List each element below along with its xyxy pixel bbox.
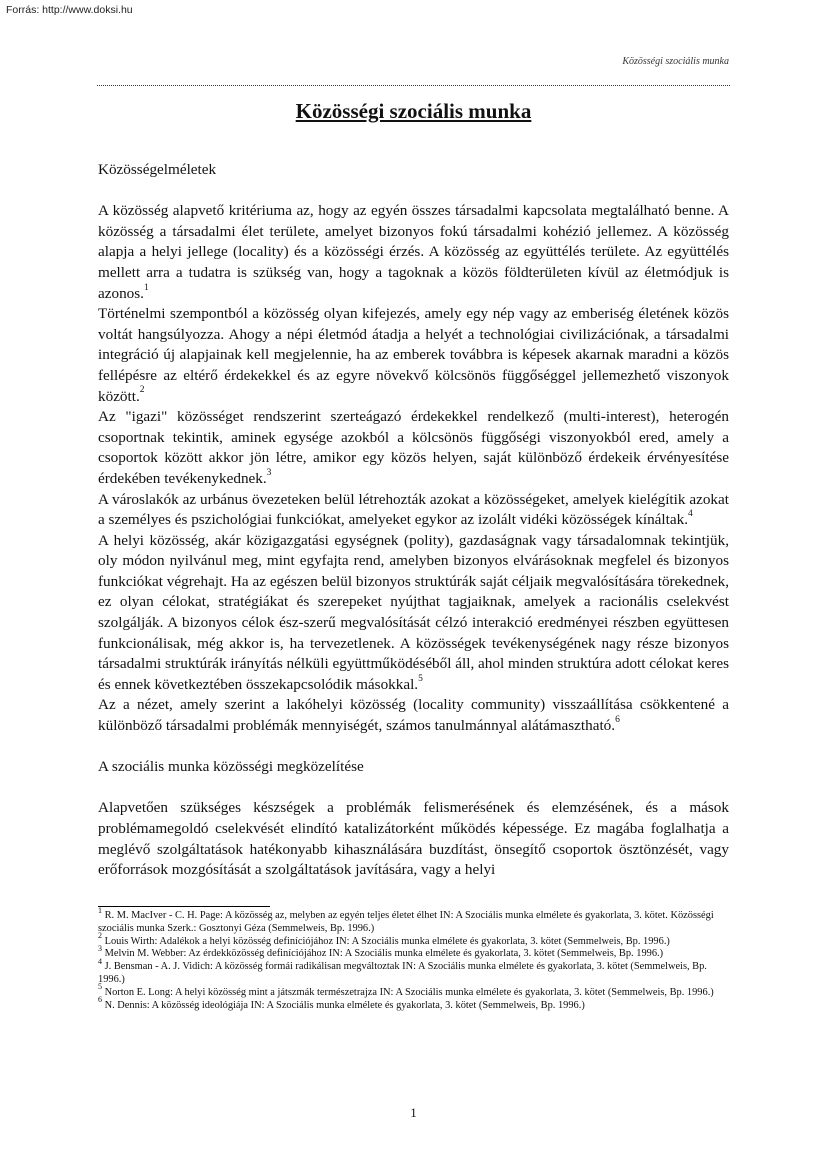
- footnote-number: 4: [98, 956, 102, 966]
- paragraph-text: A városlakók az urbánus övezeteken belül létrehozták azokat a közösségeket, amelyek kielégítik azokat a személyes és pszichológiai funkciókat, amelyeket egykor az izolált vidéki közösségek kínáltak.: [98, 490, 729, 529]
- running-head: Közösségi szociális munka: [622, 56, 729, 67]
- paragraph-text: A helyi közösség, akár közigazgatási egységnek (polity), gazdaságnak vagy társadalomnak tekintjük, oly módon nyilvánul meg, mint egyfajta rend, amelyben bizonyos elvárásoknak megfelel és bizonyos funkciókat végrehajt. Ha az egészen belül bizonyos struktúrák saját céljaik megvalósítására törekednek, ez olyan célokat, stratégiákat és szerepeket nyújthat tagjaiknak, amelyek a racionális cselekvést szolgálják. A bizonyos célok ész-szerű megvalósítását célzó interakció eredményei részben együttesen funkcionálisak, még akkor is, ha tervezetlenek. A közösségek tevékenységének nagy része bizonyos társadalmi struktúrák irányítás nélküli együttműködéséből áll, ahol minden struktúra adott célokat keres és ennek következtében összekapcsolódik másokkal.: [98, 531, 729, 693]
- footnote-number: 3: [98, 943, 102, 953]
- footnote-ref[interactable]: 6: [615, 714, 620, 725]
- section-heading-kozossegi-megkozelites: A szociális munka közösségi megközelítése: [98, 758, 364, 776]
- footnote-5: [98, 982, 729, 1000]
- footnote-number: 6: [98, 995, 102, 1005]
- paragraph-3: [98, 407, 729, 489]
- paragraph-2: [98, 304, 729, 407]
- footnote-text: J. Bensman - A. J. Vidich: A közösség formái radikálisan megváltoztak IN: A Szociális munka elmélete és gyakorlata, 3. kötet (Semmelweis, Bp. 1996.): [98, 961, 707, 985]
- paragraph-text: Történelmi szempontból a közösség olyan kifejezés, amely egy nép vagy az emberiség életének közös voltát hangsúlyozza. Ahogy a népi életmód átadja a helyét a technológiai civilizációnak, a társadalmi integráció új alapjainak kell megjelennie, ha az emberek továbbra is képesek akarnak maradni a közös fellépésre az eltérő érdekekkel és az egyre növekvő kölcsönös függőséggel jellemezhető viszonyok között.: [98, 305, 729, 405]
- paragraph-6: [98, 695, 729, 736]
- header-rule: [97, 85, 730, 86]
- footnote-ref[interactable]: 5: [418, 673, 423, 684]
- paragraph-1: [98, 201, 729, 304]
- footnotes: [98, 905, 729, 1012]
- page-number: 1: [410, 1105, 417, 1120]
- section-heading-kozossegelmeletek: Közösségelméletek: [98, 161, 217, 178]
- footnote-ref[interactable]: 1: [143, 282, 149, 293]
- footnote-text: N. Dennis: A közösség ideológiája IN: A Szociális munka elmélete és gyakorlata, 3. kötet (Semmelweis, Bp. 1996.): [104, 999, 585, 1011]
- footnote-text: Louis Wirth: Adalékok a helyi közösség definíciójához IN: A Szociális munka elmélete és gyakorlata, 3. kötet (Semmelweis, Bp. 1996.): [104, 935, 670, 947]
- footnote-ref[interactable]: 3: [266, 467, 272, 478]
- main-content: [98, 160, 729, 881]
- footnote-text: Norton E. Long: A helyi közösség mint a játszmák természetrajza IN: A Szociális munka elmélete és gyakorlata, 3. kötet (Semmelweis, Bp. 1996.): [104, 986, 714, 998]
- footnote-2: [98, 931, 729, 949]
- footnote-text: Melvin M. Webber: Az érdekközösség definíciójához IN: A Szociális munka elmélete és gyakorlata, 3. kötet (Semmelweis, Bp. 1996.): [104, 948, 664, 960]
- page-title: Közösségi szociális munka: [295, 99, 532, 123]
- footnote-number: 2: [98, 931, 102, 941]
- paragraph-7: Alapvetően szükséges készségek a problémák felismerésének és elemzésének, és a mások problémamegoldó cselekvését elindító katalizátorként működés képessége. Ez magába foglalhatja a meglévő szolgáltatások hatékonyabb kihasználására buzdítást, önsegítő csoportok ösztönzését, vagy erőforrások mozgósítását a szolgáltatások javítására, vagy a helyi: [98, 799, 729, 879]
- source-url: Forrás: http://www.doksi.hu: [6, 4, 133, 16]
- footnote-number: 5: [98, 982, 102, 992]
- paragraph-4: [98, 490, 729, 531]
- paragraph-5: [98, 531, 729, 696]
- footnote-4: [98, 956, 729, 987]
- footnote-1: [98, 905, 729, 936]
- paragraph-text: Az "igazi" közösséget rendszerint szerteágazó érdekekkel rendelkező (multi-interest), heterogén csoportnak tekintik, aminek egysége azokból a kölcsönös függőségi viszonyokból ered, amely a csoportok között akkor jön létre, amikor egy közös helyen, saját különböző érdekeik érvényesítése érdekében tevékenykednek.: [98, 408, 729, 487]
- paragraph-text: Az a nézet, amely szerint a lakóhelyi közösség (locality community) visszaállítása csökkentené a különböző társadalmi problémák mennyiségét, számos tanulmánnyal alátámasztható.: [98, 696, 729, 735]
- footnote-3: [98, 943, 729, 961]
- footnote-ref[interactable]: 2: [139, 385, 145, 396]
- footnote-6: [98, 995, 729, 1013]
- paragraph-text: A közösség alapvető kritériuma az, hogy az egyén összes társadalmi kapcsolata megtalálható benne. A közösség a társadalmi élet területe, amelyet bizonyos fokú társadalmi kohézió jellemez. A közösség alapja a helyi jellege (locality) és a közösségi érzés. A közösség az együttélés területe. Az együttélés mellett arra a tudatra is szükség van, hogy a tagoknak a közös földterületen kívül az életmódjuk is azonos.: [98, 202, 729, 302]
- footnote-number: 1: [98, 905, 102, 915]
- footnote-text: R. M. MacIver - C. H. Page: A közösség az, melyben az egyén teljes életet élhet IN: A Szociális munka elmélete és gyakorlata, 3. kötet. Közösségi szociális munka Szerk.: Gosztonyi Géza (Semmelweis, Bp. 1996.): [98, 910, 714, 934]
- footnote-ref[interactable]: 4: [688, 509, 693, 520]
- footnote-rule: [98, 906, 270, 907]
